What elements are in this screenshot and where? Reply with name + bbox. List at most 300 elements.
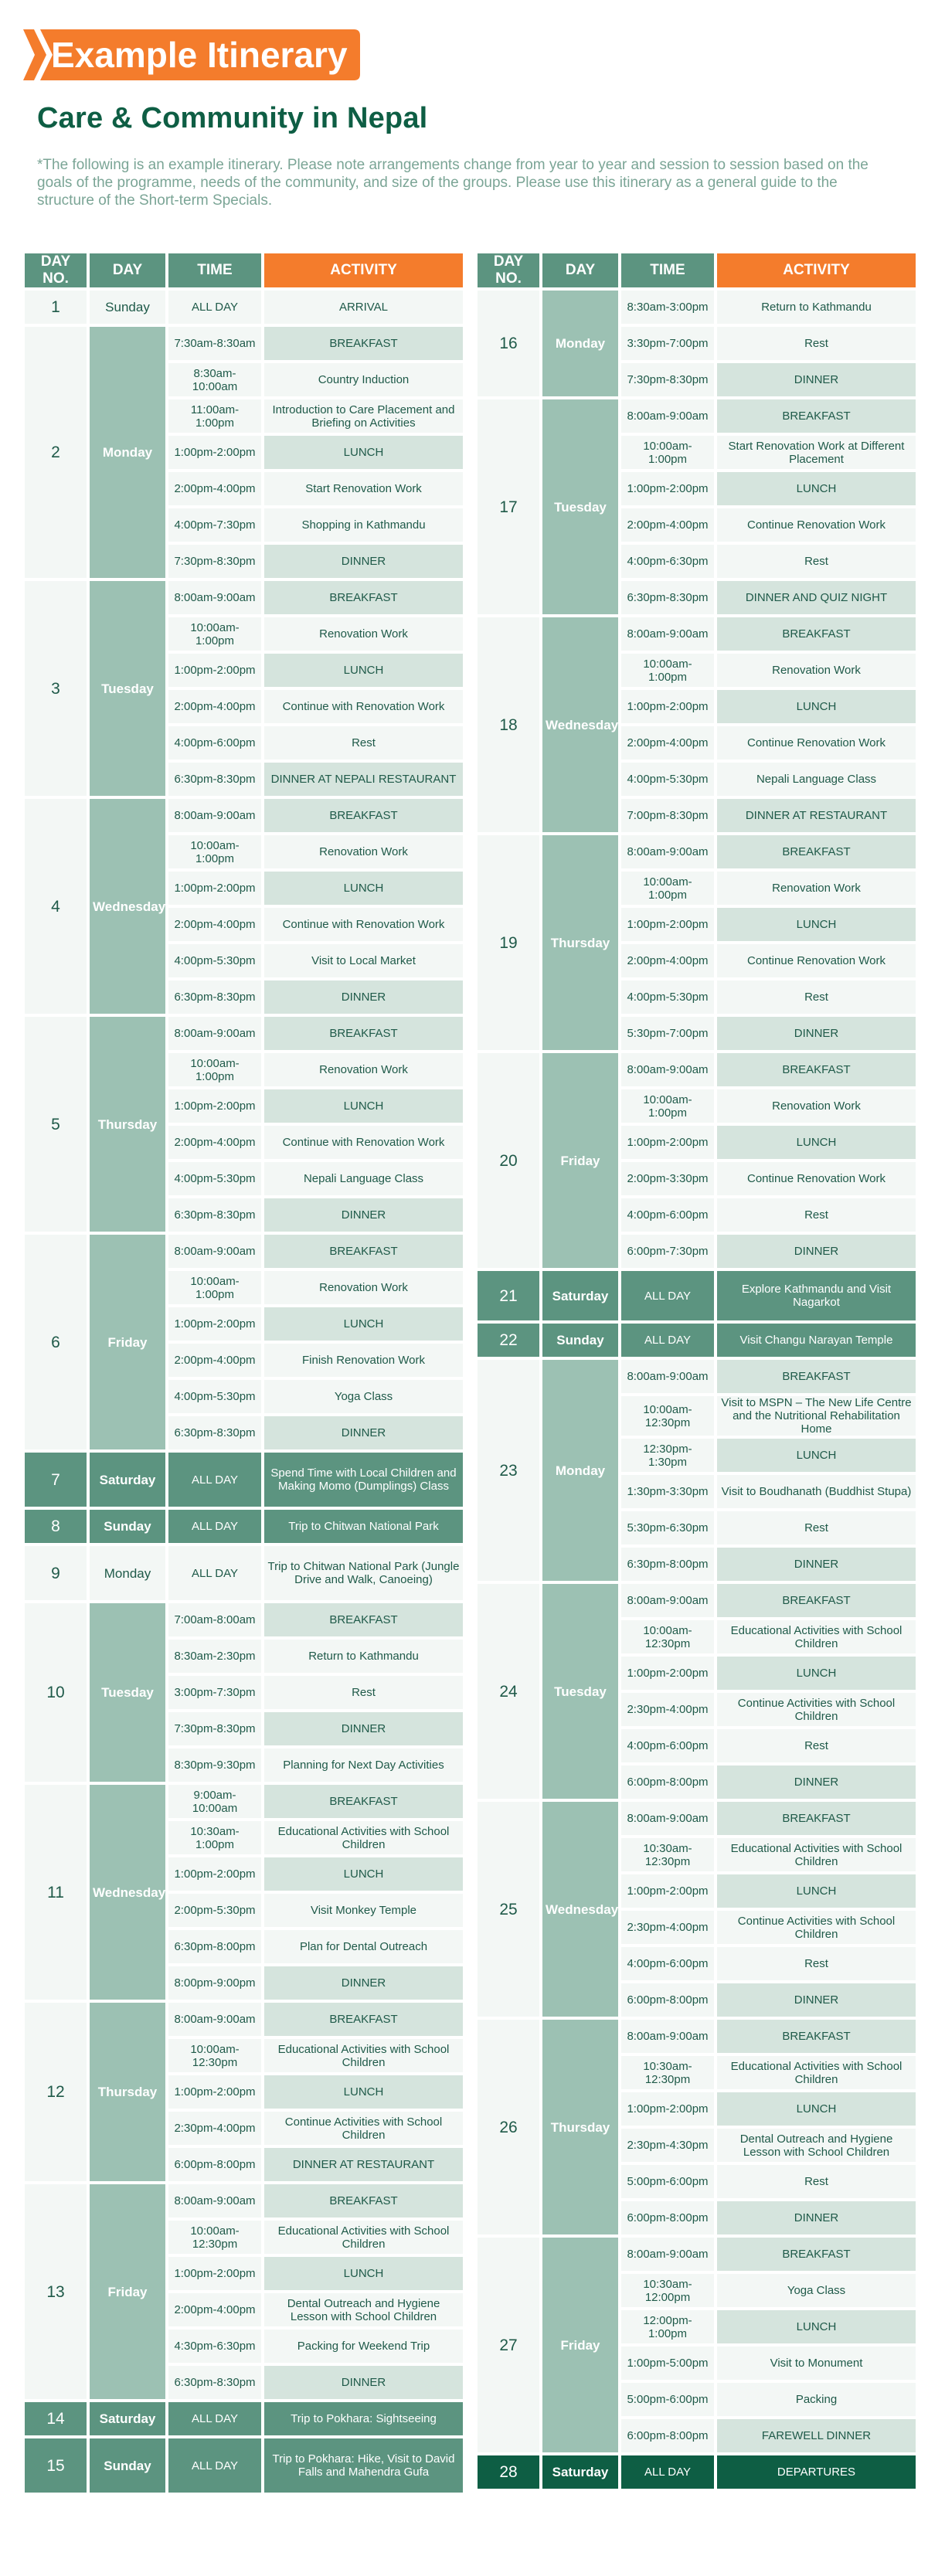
time-cell: 8:00am-9:00am <box>621 2020 714 2053</box>
time-cell: 8:00am-9:00am <box>168 2003 261 2036</box>
activity-cell: Renovation Work <box>264 617 463 651</box>
activity-cell: Rest <box>717 980 916 1014</box>
day-number: 9 <box>25 1546 87 1600</box>
activity-cell: Visit to MSPN – The New Life Centre and the Nutritional Rehabilitation Home <box>717 1396 916 1436</box>
schedule-row <box>25 1453 463 1507</box>
activity-cell: Continue Activities with School Children <box>264 2112 463 2145</box>
time-cell: 5:00pm-6:00pm <box>621 2383 714 2416</box>
activity-cell: BREAKFAST <box>717 1802 916 1835</box>
schedule-row <box>25 799 463 832</box>
time-cell: 10:00am-1:00pm <box>621 436 714 469</box>
schedule-row <box>478 2020 916 2053</box>
header-time: TIME <box>168 253 261 287</box>
activity-cell: Start Renovation Work <box>264 472 463 505</box>
activity-cell: Visit Monkey Temple <box>264 1894 463 1927</box>
time-cell: 5:00pm-6:00pm <box>621 2165 714 2198</box>
activity-cell: Trip to Chitwan National Park <box>264 1510 463 1543</box>
schedule-row <box>478 1324 916 1357</box>
activity-cell: Rest <box>717 2165 916 2198</box>
day-name: Thursday <box>542 2020 618 2234</box>
activity-cell: BREAKFAST <box>717 399 916 433</box>
activity-cell: LUNCH <box>717 2310 916 2343</box>
activity-cell: DINNER <box>264 980 463 1014</box>
activity-cell: LUNCH <box>264 654 463 687</box>
schedule-row <box>25 2438 463 2493</box>
activity-cell: Yoga Class <box>264 1380 463 1413</box>
time-cell: 8:00am-9:00am <box>168 799 261 832</box>
time-cell: 8:30am-2:30pm <box>168 1640 261 1673</box>
day-number: 28 <box>478 2455 539 2489</box>
time-cell: 1:00pm-2:00pm <box>621 2092 714 2126</box>
time-cell: ALL DAY <box>168 2402 261 2435</box>
schedule-row <box>478 1802 916 1835</box>
schedule-row <box>25 291 463 324</box>
activity-cell: Return to Kathmandu <box>264 1640 463 1673</box>
time-cell: 8:00am-9:00am <box>621 617 714 651</box>
activity-cell: LUNCH <box>717 1439 916 1472</box>
schedule-row <box>25 327 463 360</box>
time-cell: 6:00pm-8:00pm <box>621 2419 714 2452</box>
time-cell: 2:30pm-4:00pm <box>621 1693 714 1726</box>
time-cell: 1:00pm-2:00pm <box>168 2075 261 2109</box>
time-cell: ALL DAY <box>621 2455 714 2489</box>
day-number: 22 <box>478 1324 539 1357</box>
itinerary-table-right <box>474 250 919 2492</box>
time-cell: 1:00pm-2:00pm <box>621 472 714 505</box>
time-cell: 11:00am-1:00pm <box>168 399 261 433</box>
time-cell: 4:00pm-5:30pm <box>168 1162 261 1195</box>
time-cell: 2:00pm-4:00pm <box>168 2293 261 2326</box>
activity-cell: FAREWELL DINNER <box>717 2419 916 2452</box>
activity-cell: DINNER AT NEPALI RESTAURANT <box>264 763 463 796</box>
schedule-row <box>478 291 916 324</box>
activity-cell: BREAKFAST <box>264 1017 463 1050</box>
activity-cell: Trip to Pokhara: Hike, Visit to David Falls and Mahendra Gufa <box>264 2438 463 2493</box>
activity-cell: DINNER <box>717 2201 916 2234</box>
day-name: Tuesday <box>542 399 618 614</box>
activity-cell: Continue Renovation Work <box>717 726 916 760</box>
schedule-row <box>25 2402 463 2435</box>
activity-cell: DEPARTURES <box>717 2455 916 2489</box>
time-cell: 2:00pm-4:00pm <box>168 908 261 941</box>
activity-cell: DINNER <box>717 1017 916 1050</box>
time-cell: ALL DAY <box>168 1510 261 1543</box>
time-cell: 6:30pm-8:30pm <box>168 1416 261 1449</box>
activity-cell: LUNCH <box>717 690 916 723</box>
time-cell: 10:30am-1:00pm <box>168 1821 261 1854</box>
time-cell: 4:00pm-5:30pm <box>168 1380 261 1413</box>
time-cell: ALL DAY <box>621 1324 714 1357</box>
activity-cell: Rest <box>717 1511 916 1545</box>
time-cell: 1:00pm-2:00pm <box>621 1874 714 1908</box>
activity-cell: BREAKFAST <box>717 2020 916 2053</box>
activity-cell: Nepali Language Class <box>264 1162 463 1195</box>
time-cell: 4:00pm-7:30pm <box>168 508 261 542</box>
time-cell: 8:00am-9:00am <box>621 835 714 868</box>
time-cell: 7:00pm-8:30pm <box>621 799 714 832</box>
activity-cell: Trip to Chitwan National Park (Jungle Drive and Walk, Canoeing) <box>264 1546 463 1600</box>
activity-cell: LUNCH <box>717 1126 916 1159</box>
schedule-row <box>478 399 916 433</box>
day-number: 4 <box>25 799 87 1014</box>
day-number: 12 <box>25 2003 87 2181</box>
time-cell: 1:00pm-2:00pm <box>168 1089 261 1123</box>
activity-cell: BREAKFAST <box>264 2003 463 2036</box>
activity-cell: DINNER <box>264 1198 463 1232</box>
activity-cell: Rest <box>264 726 463 760</box>
schedule-row <box>25 581 463 614</box>
activity-cell: Plan for Dental Outreach <box>264 1930 463 1963</box>
time-cell: 3:00pm-7:30pm <box>168 1676 261 1709</box>
day-number: 24 <box>478 1584 539 1799</box>
time-cell: 10:00am-12:30pm <box>621 1620 714 1653</box>
day-name: Thursday <box>90 1017 165 1232</box>
day-name: Saturday <box>90 1453 165 1507</box>
time-cell: 6:00pm-8:00pm <box>621 1983 714 2017</box>
time-cell: 4:00pm-6:00pm <box>621 1198 714 1232</box>
day-name: Wednesday <box>542 1802 618 2017</box>
time-cell: 1:00pm-2:00pm <box>621 908 714 941</box>
activity-cell: Renovation Work <box>264 835 463 868</box>
schedule-row <box>478 1584 916 1617</box>
time-cell: 1:00pm-5:00pm <box>621 2347 714 2380</box>
day-name: Saturday <box>542 1271 618 1320</box>
header-day-no: DAY NO. <box>25 253 87 287</box>
time-cell: 2:00pm-5:30pm <box>168 1894 261 1927</box>
time-cell: 1:00pm-2:00pm <box>168 1857 261 1891</box>
schedule-row <box>478 1360 916 1393</box>
day-name: Sunday <box>542 1324 618 1357</box>
activity-cell: BREAKFAST <box>264 1785 463 1818</box>
activity-cell: DINNER AT RESTAURANT <box>717 799 916 832</box>
activity-cell: BREAKFAST <box>264 1235 463 1268</box>
schedule-row <box>478 1053 916 1086</box>
day-number: 25 <box>478 1802 539 2017</box>
day-name: Wednesday <box>542 617 618 832</box>
header-activity: ACTIVITY <box>717 253 916 287</box>
activity-cell: Rest <box>717 1198 916 1232</box>
time-cell: 6:30pm-8:30pm <box>621 581 714 614</box>
time-cell: 8:00am-9:00am <box>168 581 261 614</box>
day-number: 11 <box>25 1785 87 2000</box>
activity-cell: BREAKFAST <box>264 799 463 832</box>
day-name: Sunday <box>90 1510 165 1543</box>
day-name: Tuesday <box>90 1603 165 1782</box>
time-cell: 2:00pm-4:00pm <box>621 508 714 542</box>
activity-cell: Rest <box>717 545 916 578</box>
activity-cell: Continue Renovation Work <box>717 944 916 977</box>
activity-cell: DINNER <box>264 1712 463 1745</box>
activity-cell: Start Renovation Work at Different Placement <box>717 436 916 469</box>
time-cell: 4:00pm-5:30pm <box>168 944 261 977</box>
time-cell: 10:00am-1:00pm <box>168 1053 261 1086</box>
activity-cell: BREAKFAST <box>717 835 916 868</box>
time-cell: 2:00pm-4:00pm <box>168 1344 261 1377</box>
activity-cell: Visit to Local Market <box>264 944 463 977</box>
time-cell: 1:00pm-2:00pm <box>168 436 261 469</box>
schedule-row <box>25 1603 463 1636</box>
activity-cell: Visit Changu Narayan Temple <box>717 1324 916 1357</box>
day-number: 6 <box>25 1235 87 1449</box>
title-banner <box>23 26 360 83</box>
activity-cell: LUNCH <box>264 436 463 469</box>
time-cell: 3:30pm-7:00pm <box>621 327 714 360</box>
time-cell: 10:00am-1:00pm <box>621 872 714 905</box>
time-cell: 4:00pm-6:00pm <box>168 726 261 760</box>
day-name: Friday <box>90 1235 165 1449</box>
banner-text: Example Itinerary <box>51 35 348 75</box>
activity-cell: LUNCH <box>717 908 916 941</box>
activity-cell: DINNER <box>717 1548 916 1581</box>
activity-cell: Educational Activities with School Children <box>264 1821 463 1854</box>
time-cell: 10:00am-1:00pm <box>168 1271 261 1304</box>
time-cell: 2:00pm-4:00pm <box>621 944 714 977</box>
time-cell: 6:30pm-8:30pm <box>168 1198 261 1232</box>
schedule-row <box>25 1785 463 1818</box>
time-cell: 1:00pm-2:00pm <box>168 2257 261 2290</box>
time-cell: 8:00am-9:00am <box>621 1053 714 1086</box>
activity-cell: DINNER <box>717 1765 916 1799</box>
activity-cell: Continue Renovation Work <box>717 1162 916 1195</box>
time-cell: 7:30pm-8:30pm <box>168 545 261 578</box>
day-name: Tuesday <box>90 581 165 796</box>
activity-cell: Packing for Weekend Trip <box>264 2330 463 2363</box>
day-number: 18 <box>478 617 539 832</box>
activity-cell: BREAKFAST <box>264 2184 463 2217</box>
activity-cell: Return to Kathmandu <box>717 291 916 324</box>
activity-cell: Introduction to Care Placement and Briefing on Activities <box>264 399 463 433</box>
activity-cell: DINNER AT RESTAURANT <box>264 2148 463 2181</box>
activity-cell: Continue with Renovation Work <box>264 908 463 941</box>
day-number: 13 <box>25 2184 87 2399</box>
day-name: Thursday <box>90 2003 165 2181</box>
activity-cell: Continue with Renovation Work <box>264 690 463 723</box>
time-cell: 8:00am-9:00am <box>168 2184 261 2217</box>
activity-cell: Renovation Work <box>717 872 916 905</box>
time-cell: 1:00pm-2:00pm <box>168 872 261 905</box>
activity-cell: LUNCH <box>264 2075 463 2109</box>
time-cell: ALL DAY <box>168 1546 261 1600</box>
day-name: Friday <box>542 1053 618 1268</box>
time-cell: 5:30pm-7:00pm <box>621 1017 714 1050</box>
activity-cell: Educational Activities with School Children <box>264 2039 463 2072</box>
day-number: 21 <box>478 1271 539 1320</box>
activity-cell: Educational Activities with School Children <box>717 1620 916 1653</box>
schedule-row <box>25 2184 463 2217</box>
activity-cell: LUNCH <box>717 1874 916 1908</box>
time-cell: 8:30am-10:00am <box>168 363 261 396</box>
time-cell: 10:30am-12:00pm <box>621 2274 714 2307</box>
time-cell: 10:00am-1:00pm <box>168 835 261 868</box>
day-number: 23 <box>478 1360 539 1581</box>
activity-cell: ARRIVAL <box>264 291 463 324</box>
time-cell: 2:00pm-4:00pm <box>168 1126 261 1159</box>
activity-cell: Continue Activities with School Children <box>717 1693 916 1726</box>
time-cell: 1:00pm-2:00pm <box>621 1126 714 1159</box>
activity-cell: BREAKFAST <box>717 1584 916 1617</box>
time-cell: 7:30pm-8:30pm <box>168 1712 261 1745</box>
activity-cell: LUNCH <box>717 472 916 505</box>
time-cell: 1:00pm-2:00pm <box>168 1307 261 1341</box>
table-body <box>478 291 916 2489</box>
time-cell: 8:00am-9:00am <box>168 1017 261 1050</box>
day-name: Sunday <box>90 2438 165 2493</box>
time-cell: 4:00pm-5:30pm <box>621 763 714 796</box>
itinerary-table-left <box>22 250 466 2496</box>
table-body <box>25 291 463 2493</box>
time-cell: 10:00am-1:00pm <box>168 617 261 651</box>
time-cell: 6:30pm-8:30pm <box>168 2366 261 2399</box>
activity-cell: DINNER <box>717 1983 916 2017</box>
schedule-row <box>478 835 916 868</box>
activity-cell: Explore Kathmandu and Visit Nagarkot <box>717 1271 916 1320</box>
time-cell: 8:00am-9:00am <box>621 1584 714 1617</box>
time-cell: 8:00am-9:00am <box>621 399 714 433</box>
day-number: 15 <box>25 2438 87 2493</box>
time-cell: 8:30am-3:00pm <box>621 291 714 324</box>
activity-cell: BREAKFAST <box>717 2238 916 2271</box>
time-cell: 2:30pm-4:30pm <box>621 2129 714 2162</box>
schedule-row <box>25 1017 463 1050</box>
time-cell: ALL DAY <box>168 2438 261 2493</box>
time-cell: 6:30pm-8:00pm <box>168 1930 261 1963</box>
activity-cell: Continue Activities with School Children <box>717 1911 916 1944</box>
time-cell: 2:00pm-3:30pm <box>621 1162 714 1195</box>
schedule-row <box>478 2455 916 2489</box>
day-name: Sunday <box>90 291 165 324</box>
activity-cell: DINNER <box>717 363 916 396</box>
table-header <box>478 253 916 287</box>
time-cell: 4:00pm-5:30pm <box>621 980 714 1014</box>
day-number: 3 <box>25 581 87 796</box>
time-cell: ALL DAY <box>621 1271 714 1320</box>
time-cell: 8:00pm-9:00pm <box>168 1966 261 2000</box>
activity-cell: Finish Renovation Work <box>264 1344 463 1377</box>
activity-cell: LUNCH <box>717 2092 916 2126</box>
activity-cell: Visit to Monument <box>717 2347 916 2380</box>
header-time: TIME <box>621 253 714 287</box>
activity-cell: Rest <box>264 1676 463 1709</box>
day-name: Saturday <box>542 2455 618 2489</box>
time-cell: 2:30pm-4:00pm <box>168 2112 261 2145</box>
intro-text: *The following is an example itinerary. Please note arrangements change from year to year and session to session based on the goals of the programme, needs of the community, and size of the groups. Please use this itinerary as a general guide to the structure of the Short-term Specials. <box>37 157 869 209</box>
header-day: DAY <box>90 253 165 287</box>
time-cell: 12:00pm-1:00pm <box>621 2310 714 2343</box>
activity-cell: Yoga Class <box>717 2274 916 2307</box>
day-name: Friday <box>90 2184 165 2399</box>
activity-cell: LUNCH <box>264 1307 463 1341</box>
time-cell: 6:30pm-8:00pm <box>621 1548 714 1581</box>
schedule-row <box>25 1235 463 1268</box>
time-cell: 8:00am-9:00am <box>621 1360 714 1393</box>
time-cell: 2:30pm-4:00pm <box>621 1911 714 1944</box>
day-number: 10 <box>25 1603 87 1782</box>
activity-cell: DINNER <box>264 2366 463 2399</box>
time-cell: 8:00am-9:00am <box>168 1235 261 1268</box>
activity-cell: Educational Activities with School Children <box>717 1838 916 1871</box>
day-name: Tuesday <box>542 1584 618 1799</box>
activity-cell: Country Induction <box>264 363 463 396</box>
activity-cell: LUNCH <box>264 1089 463 1123</box>
activity-cell: Nepali Language Class <box>717 763 916 796</box>
day-name: Thursday <box>542 835 618 1050</box>
header-day: DAY <box>542 253 618 287</box>
time-cell: 7:30pm-8:30pm <box>621 363 714 396</box>
time-cell: 7:30am-8:30am <box>168 327 261 360</box>
day-name: Monday <box>542 291 618 396</box>
activity-cell: Renovation Work <box>717 1089 916 1123</box>
time-cell: 1:00pm-2:00pm <box>621 690 714 723</box>
day-number: 19 <box>478 835 539 1050</box>
schedule-row <box>478 1271 916 1320</box>
time-cell: 8:30pm-9:30pm <box>168 1748 261 1782</box>
day-number: 1 <box>25 291 87 324</box>
activity-cell: LUNCH <box>264 1857 463 1891</box>
activity-cell: DINNER AND QUIZ NIGHT <box>717 581 916 614</box>
activity-cell: Trip to Pokhara: Sightseeing <box>264 2402 463 2435</box>
day-number: 27 <box>478 2238 539 2452</box>
time-cell: 10:30am-12:30pm <box>621 2056 714 2089</box>
activity-cell: DINNER <box>717 1235 916 1268</box>
time-cell: 2:00pm-4:00pm <box>168 472 261 505</box>
activity-cell: Packing <box>717 2383 916 2416</box>
activity-cell: DINNER <box>264 1416 463 1449</box>
time-cell: 9:00am-10:00am <box>168 1785 261 1818</box>
activity-cell: Shopping in Kathmandu <box>264 508 463 542</box>
time-cell: 6:00pm-8:00pm <box>168 2148 261 2181</box>
activity-cell: LUNCH <box>264 2257 463 2290</box>
time-cell: 10:00am-1:00pm <box>621 1089 714 1123</box>
time-cell: 10:30am-12:30pm <box>621 1838 714 1871</box>
day-number: 7 <box>25 1453 87 1507</box>
schedule-row <box>478 2238 916 2271</box>
schedule-row <box>25 1546 463 1600</box>
time-cell: 1:00pm-2:00pm <box>621 1657 714 1690</box>
time-cell: 6:30pm-8:30pm <box>168 980 261 1014</box>
header-activity: ACTIVITY <box>264 253 463 287</box>
day-number: 8 <box>25 1510 87 1543</box>
time-cell: 2:00pm-4:00pm <box>621 726 714 760</box>
time-cell: 4:00pm-6:00pm <box>621 1947 714 1980</box>
time-cell: 4:00pm-6:00pm <box>621 1729 714 1762</box>
activity-cell: Renovation Work <box>264 1271 463 1304</box>
activity-cell: Rest <box>717 1729 916 1762</box>
activity-cell: BREAKFAST <box>264 327 463 360</box>
day-name: Wednesday <box>90 1785 165 2000</box>
activity-cell: Educational Activities with School Children <box>264 2221 463 2254</box>
day-number: 20 <box>478 1053 539 1268</box>
time-cell: 7:00am-8:00am <box>168 1603 261 1636</box>
page-title: Care & Community in Nepal <box>37 102 428 134</box>
activity-cell: BREAKFAST <box>264 1603 463 1636</box>
day-name: Monday <box>542 1360 618 1581</box>
time-cell: 10:00am-12:30pm <box>168 2039 261 2072</box>
time-cell: 1:30pm-3:30pm <box>621 1475 714 1508</box>
time-cell: 6:00pm-8:00pm <box>621 1765 714 1799</box>
day-number: 2 <box>25 327 87 578</box>
time-cell: 8:00am-9:00am <box>621 2238 714 2271</box>
day-number: 16 <box>478 291 539 396</box>
activity-cell: BREAKFAST <box>717 617 916 651</box>
activity-cell: LUNCH <box>264 872 463 905</box>
schedule-row <box>25 1510 463 1543</box>
activity-cell: Rest <box>717 327 916 360</box>
time-cell: 5:30pm-6:30pm <box>621 1511 714 1545</box>
activity-cell: Visit to Boudhanath (Buddhist Stupa) <box>717 1475 916 1508</box>
time-cell: 1:00pm-2:00pm <box>168 654 261 687</box>
activity-cell: Renovation Work <box>264 1053 463 1086</box>
activity-cell: Renovation Work <box>717 654 916 687</box>
